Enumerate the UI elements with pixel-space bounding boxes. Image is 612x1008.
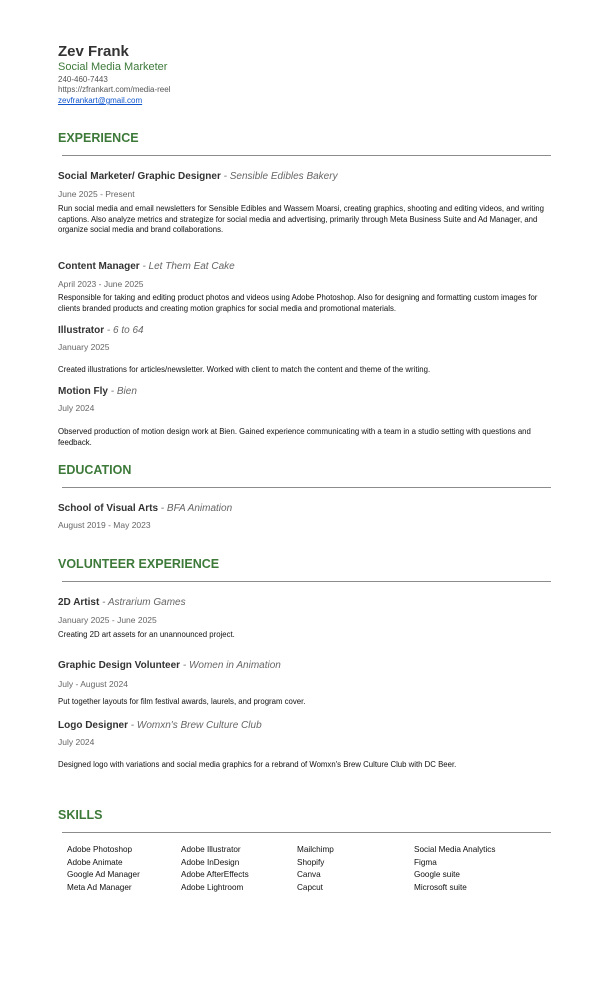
skill-item: Adobe InDesign xyxy=(181,857,240,867)
job-org: - 6 to 64 xyxy=(104,325,144,336)
skill-item: Social Media Analytics xyxy=(414,845,496,854)
volunteer-role: Graphic Design Volunteer xyxy=(58,660,181,671)
volunteer-title-line xyxy=(58,720,262,731)
section-divider xyxy=(62,581,551,582)
skill-item: Canva xyxy=(297,870,321,880)
job-dates: June 2025 - Present xyxy=(58,189,135,199)
volunteer-description: Designed logo with variations and social media graphics for a rebrand of Womxn's Brew Culture Club with DC Beer. xyxy=(58,760,457,769)
school-dates: August 2019 - May 2023 xyxy=(58,520,151,530)
job-description: Observed production of motion design work at Bien. Gained experience communicating with a team in a studio setting with questions and feedback. xyxy=(58,427,531,447)
school-name: School of Visual Arts xyxy=(58,503,159,514)
school-title-line xyxy=(58,503,232,514)
job-title-line xyxy=(58,171,338,182)
skills-grid xyxy=(67,844,547,895)
job-description: Run social media and email newsletters for Sensible Edibles and Wassem Moarsi, creating graphics, shooting and editing videos, and writing captions. Also analyze metrics and strategize for social media and advertising, primarily through Meta Business Suite and Ad Manager, and organize social media and brand collaborations. xyxy=(58,204,544,234)
volunteer-dates: July 2024 xyxy=(58,737,95,747)
job-title: Social Marketer/ Graphic Designer xyxy=(58,171,221,182)
volunteer-title-line xyxy=(58,660,281,671)
job-description: Created illustrations for articles/newsletter. Worked with client to match the content and theme of the writing. xyxy=(58,365,431,374)
job-org: - Bien xyxy=(108,386,137,397)
job-title-line xyxy=(58,325,144,336)
volunteer-dates: January 2025 - June 2025 xyxy=(58,615,157,625)
skill-item: Google Ad Manager xyxy=(67,870,140,880)
skill-item: Adobe Illustrator xyxy=(181,845,241,854)
email-link[interactable]: zevfrankart@gmail.com xyxy=(58,96,143,105)
volunteer-dates: July - August 2024 xyxy=(58,679,128,689)
job-title-line xyxy=(58,261,235,272)
section-divider xyxy=(62,155,551,156)
skill-item: Adobe Animate xyxy=(67,857,123,867)
resume-name: Zev Frank xyxy=(58,43,129,60)
skill-item: Capcut xyxy=(297,883,323,893)
volunteer-role: 2D Artist xyxy=(58,597,100,608)
job-dates: April 2023 - June 2025 xyxy=(58,279,144,289)
volunteer-org: - Astrarium Games xyxy=(99,597,186,608)
volunteer-heading: VOLUNTEER EXPERIENCE xyxy=(58,557,220,571)
skill-item: Google suite xyxy=(414,870,460,880)
volunteer-org: - Women in Animation xyxy=(180,660,281,671)
skills-heading: SKILLS xyxy=(58,808,103,822)
volunteer-role: Logo Designer xyxy=(58,720,129,731)
skill-item: Adobe AfterEffects xyxy=(181,870,249,880)
volunteer-title-line xyxy=(58,597,186,608)
skill-item: Figma xyxy=(414,857,437,867)
job-description: Responsible for taking and editing product photos and videos using Adobe Photoshop. Also for designing and formatting custom images for clients branded products and creating motion graphics for social media and promotional materials. xyxy=(58,293,538,313)
experience-heading: EXPERIENCE xyxy=(58,131,139,145)
skill-item: Mailchimp xyxy=(297,845,334,854)
skill-item: Microsoft suite xyxy=(414,883,467,893)
job-title: Motion Fly xyxy=(58,386,108,397)
job-org: - Let Them Eat Cake xyxy=(139,261,235,272)
section-divider xyxy=(62,487,551,488)
volunteer-description: Put together layouts for film festival awards, laurels, and program cover. xyxy=(58,697,306,706)
job-title: Illustrator xyxy=(58,325,105,336)
degree: - BFA Animation xyxy=(158,503,233,514)
section-divider xyxy=(62,832,551,833)
resume-title: Social Media Marketer xyxy=(58,61,168,73)
skill-item: Shopify xyxy=(297,857,325,867)
website: https://zfrankart.com/media-reel xyxy=(58,85,171,94)
job-dates: January 2025 xyxy=(58,342,110,352)
job-dates: July 2024 xyxy=(58,403,95,413)
skill-item: Adobe Photoshop xyxy=(67,845,133,854)
job-title: Content Manager xyxy=(58,261,140,272)
job-org: - Sensible Edibles Bakery xyxy=(220,171,338,182)
phone: 240-460-7443 xyxy=(58,75,108,84)
volunteer-description: Creating 2D art assets for an unannounced project. xyxy=(58,630,235,639)
volunteer-org: - Womxn's Brew Culture Club xyxy=(128,720,262,731)
skill-item: Meta Ad Manager xyxy=(67,883,132,893)
job-title-line xyxy=(58,386,137,397)
skill-item: Adobe Lightroom xyxy=(181,883,244,893)
education-heading: EDUCATION xyxy=(58,463,132,477)
